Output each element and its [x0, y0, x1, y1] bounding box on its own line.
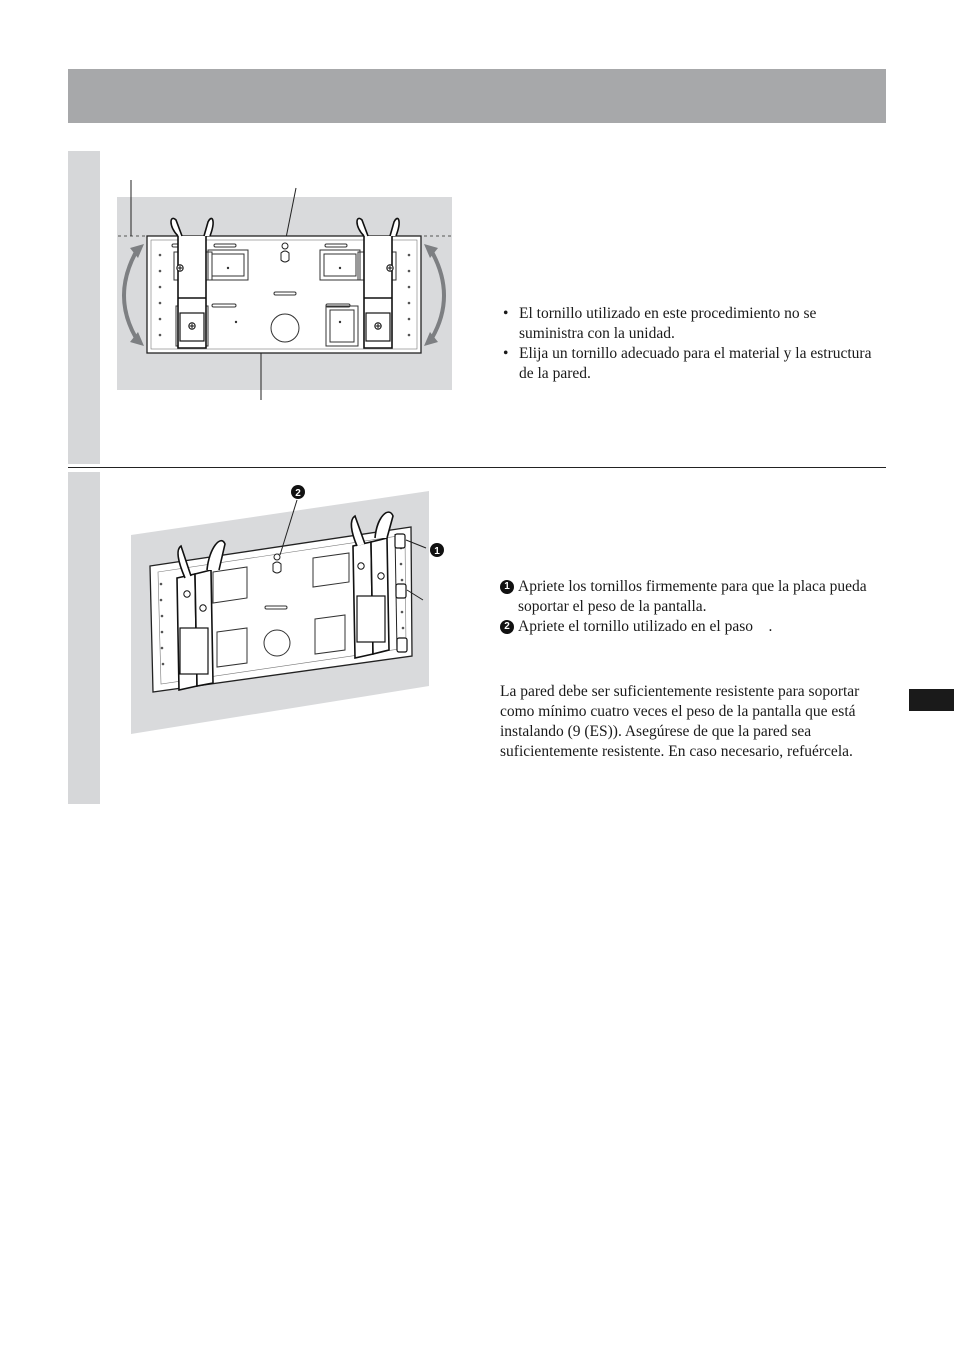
step-2-instructions [500, 577, 874, 637]
step-2-strip [68, 472, 100, 804]
callout-2-badge [291, 485, 305, 499]
callout-1-badge [430, 543, 444, 557]
wall-strength-paragraph: La pared debe ser suficientemente resistente para soportar como mínimo cuatro veces el peso de la pantalla que está instalando (9 (ES)). Asegúrese de que la pared sea suficientemente resistente. En caso necesario, refuércela. [500, 683, 860, 760]
step-divider [68, 467, 886, 468]
figure-1-drawing [117, 180, 452, 400]
language-tab [909, 689, 954, 711]
callout-1-label: 1 [434, 546, 440, 557]
header-bar [68, 69, 886, 123]
figure-2-drawing [131, 491, 429, 734]
bullet-marker: • [503, 345, 509, 362]
step-1-strip [68, 151, 100, 464]
step-1-notes [501, 304, 873, 384]
list-item [501, 344, 873, 384]
number-badge: 1 [500, 580, 514, 594]
instruction-text: Apriete los tornillos firmemente para que la placa pueda soportar el peso de la pantalla. [518, 578, 867, 615]
note-text: Elija un tornillo adecuado para el material y la estructura de la pared. [519, 345, 872, 382]
callout-2-label: 2 [295, 488, 301, 499]
figure-2-plate-on-wall [125, 478, 455, 740]
list-item [500, 577, 874, 617]
bullet-marker: • [503, 305, 509, 322]
instruction-text: Apriete el tornillo utilizado en el paso . [518, 618, 773, 635]
notes-list [501, 304, 873, 384]
list-item [500, 617, 874, 637]
list-item [501, 304, 873, 344]
figure-1-wall-plate [110, 180, 460, 405]
note-text: El tornillo utilizado en este procedimiento no se suministra con la unidad. [519, 305, 817, 342]
number-badge: 2 [500, 620, 514, 634]
